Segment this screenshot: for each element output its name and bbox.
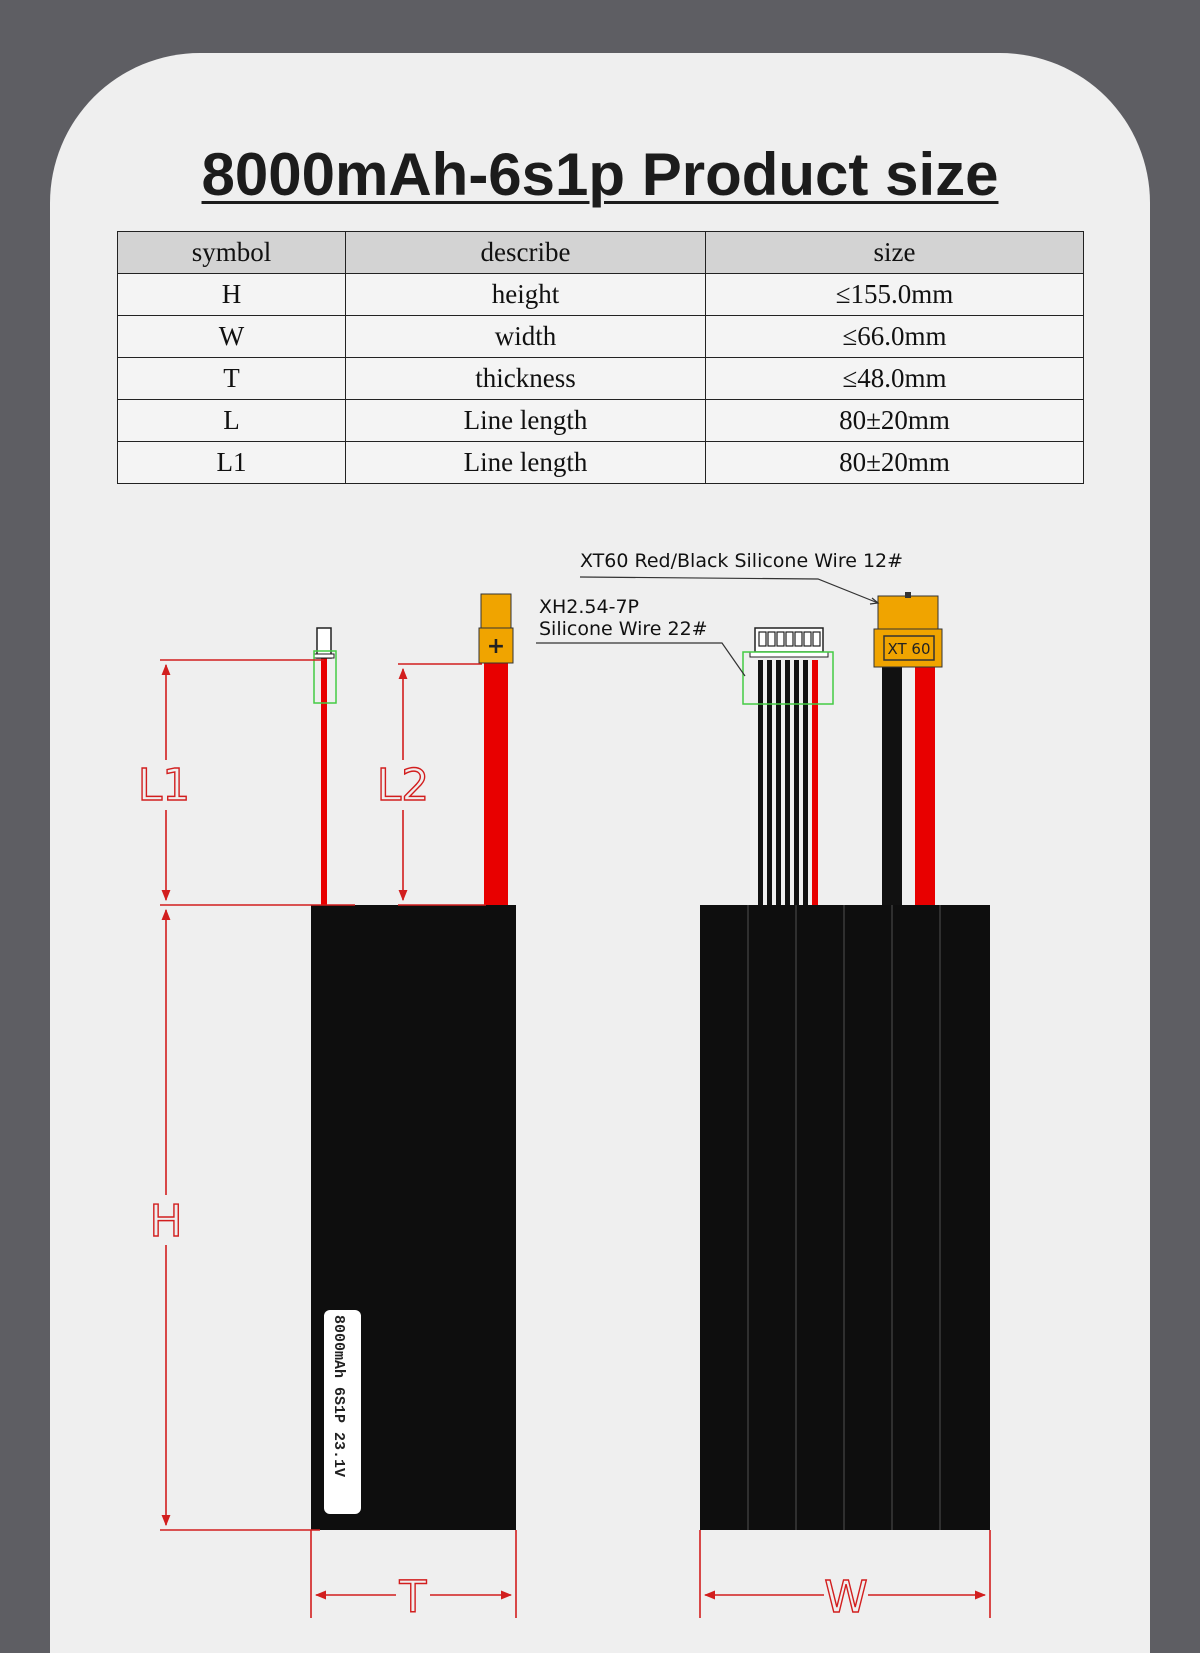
cell-describe: Line length	[346, 400, 706, 442]
dim-label-H: H	[149, 1196, 183, 1247]
page-title: 8000mAh-6s1p Product size	[201, 141, 999, 208]
cell-describe: height	[346, 274, 706, 316]
dim-label-L1: L1	[137, 760, 191, 811]
cell-symbol: H	[118, 274, 346, 316]
balance-wires	[812, 660, 818, 905]
front-view	[700, 592, 990, 1530]
callout-xt60: XT60 Red/Black Silicone Wire 12#	[580, 550, 904, 572]
red-power-wire	[915, 665, 935, 905]
dim-label-L2: L2	[376, 760, 430, 811]
header-size: size	[706, 232, 1084, 274]
black-power-wire	[882, 665, 902, 905]
dim-label-T: T	[399, 1572, 427, 1622]
cell-describe: width	[346, 316, 706, 358]
cell-size: ≤66.0mm	[706, 316, 1084, 358]
cell-size: ≤48.0mm	[706, 358, 1084, 400]
cell-symbol: W	[118, 316, 346, 358]
side-view	[311, 594, 516, 1530]
cell-symbol: T	[118, 358, 346, 400]
main-red-wire	[484, 662, 508, 905]
cell-describe: Line length	[346, 442, 706, 484]
xt60-connector-icon	[878, 596, 938, 630]
callout-xh-line2: Silicone Wire 22#	[539, 618, 708, 640]
cell-symbol: L	[118, 400, 346, 442]
callouts	[536, 550, 903, 676]
cell-size: ≤155.0mm	[706, 274, 1084, 316]
xt60-label: XT 60	[887, 640, 931, 658]
cell-symbol: L1	[118, 442, 346, 484]
pack-label: 8000mAh 6S1P 23.1V	[330, 1315, 347, 1478]
header-describe: describe	[346, 232, 706, 274]
cell-size: 80±20mm	[706, 442, 1084, 484]
xt60-side-connector	[481, 594, 511, 630]
dim-label-W: W	[824, 1572, 868, 1622]
balance-wire	[321, 655, 327, 905]
cell-size: 80±20mm	[706, 400, 1084, 442]
cell-describe: thickness	[346, 358, 706, 400]
plus-sign: +	[486, 634, 506, 659]
battery-pack-front	[700, 905, 990, 1530]
callout-xh-line1: XH2.54-7P	[539, 596, 640, 618]
header-symbol: symbol	[118, 232, 346, 274]
